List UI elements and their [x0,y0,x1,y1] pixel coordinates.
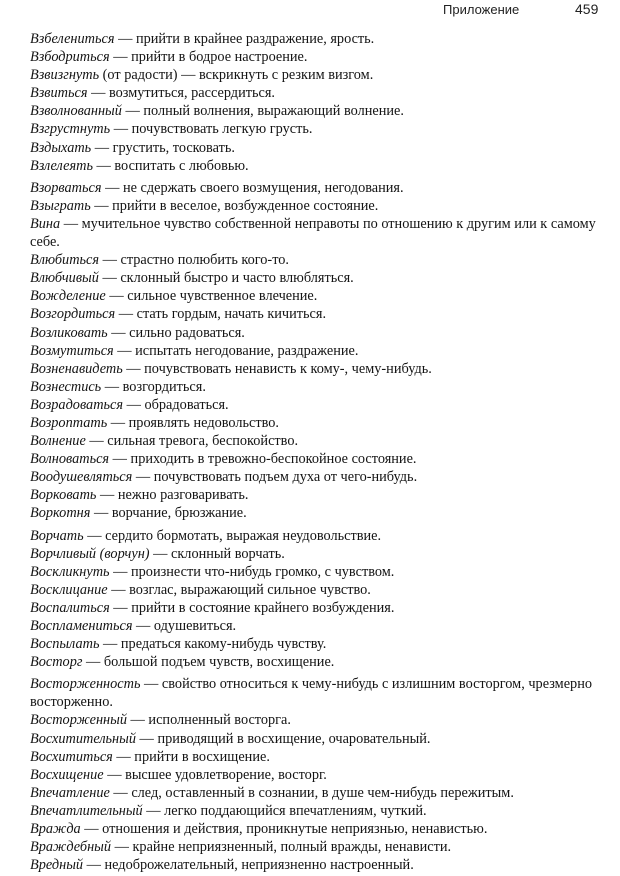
entry-term: Восторг [30,654,83,671]
glossary-entry [30,324,612,342]
glossary-entry [30,838,612,856]
glossary-entry [30,468,612,486]
entry-dash: — [109,784,132,801]
entry-definition: след, оставленный в сознании, в душе чем-нибудь пережитым. [131,784,514,801]
entry-definition: сердито бормотать, выражая неудовольствие. [105,527,382,544]
entry-definition: произнести что-нибудь громко, с чувством. [131,563,395,580]
entry-definition: не сдержать своего возмущения, негодования. [122,179,404,196]
entry-dash: — [98,270,121,287]
glossary-entry [30,675,612,711]
entry-definition: проявлять недовольство. [128,414,279,431]
entry-term: Воспламениться [30,618,133,634]
glossary-entry [30,84,612,102]
entry-definition: стать гордым, начать кичиться. [136,306,327,323]
glossary-entry [30,287,612,305]
entry-definition: сильно радоваться. [129,324,245,341]
glossary-entry [30,766,612,784]
entry-definition: прийти в восхищение. [134,748,270,765]
entry-definition: возгордиться. [122,378,206,395]
entry-definition: почувствовать легкую грусть. [131,121,313,138]
entry-dash: — [111,839,133,856]
entry-term: Вражда [30,821,81,838]
glossary-entry [30,653,612,671]
page-header [0,0,620,24]
glossary-entry [30,66,612,84]
glossary-entry [30,563,612,581]
entry-dash: — [107,414,129,431]
glossary-entry [30,545,612,563]
section-title: Приложение [443,2,520,17]
entry-definition: мучительное чувство собственной неправоты по отношению к другим или к самому себе. [30,215,596,251]
glossary-entry [30,730,612,748]
entry-dash: — [115,306,137,323]
entry-term: Восклицание [30,581,108,598]
entry-definition: склонный быстро и часто влюбляться. [120,270,354,287]
entry-definition: страстно полюбить кого-то. [120,252,289,269]
entry-dash: — [92,157,115,174]
entry-definition: возглас, выражающий сильное чувство. [129,581,371,598]
glossary-entry [30,120,612,138]
entry-dash: — [121,103,144,120]
entry-dash: — [142,802,165,819]
entry-dash: — [132,469,154,486]
entry-definition: возмутиться, рассердиться. [108,85,275,102]
entry-term: Ворчать [30,527,84,544]
entry-definition: легко поддающийся впечатлениям, чуткий. [164,802,427,819]
entry-term: Взгрустнуть [30,121,111,138]
glossary-entries [30,30,612,874]
entry-term: Ворчливый (ворчун) [30,545,150,562]
entry-dash: — [80,821,103,838]
entry-definition: приводящий в восхищение, очаровательный. [157,730,431,747]
glossary-entry [30,617,612,635]
entry-dash: — [90,197,113,214]
entry-definition: приходить в тревожно-беспокойное состояние. [130,451,417,468]
entry-note: (от радости) [99,67,178,84]
entry-definition: полный волнения, выражающий волнение. [143,103,404,120]
entry-term: Воспылать [30,636,100,653]
entry-term: Волнение [30,433,86,450]
entry-definition: одушевиться. [153,618,237,634]
entry-definition: большой подъем чувств, восхищение. [103,654,335,671]
entry-term: Вожделение [30,288,106,305]
entry-term: Воспалиться [30,599,110,616]
glossary-entry [30,269,612,287]
entry-dash: — [103,766,126,783]
entry-term: Вознестись [30,378,102,395]
glossary-entry [30,432,612,450]
entry-term: Возроптать [30,414,108,431]
entry-dash: — [87,85,109,102]
entry-dash: — [140,676,162,693]
glossary-entry [30,102,612,120]
entry-dash: — [112,748,135,765]
entry-term: Враждебный [30,839,112,856]
glossary-entry [30,305,612,323]
entry-definition: исполненный восторга. [148,712,291,729]
glossary-entry [30,802,612,820]
entry-term: Взбодриться [30,49,110,66]
entry-term: Возрадоваться [30,396,124,413]
entry-dash: — [96,487,118,504]
entry-term: Взорваться [30,179,102,196]
entry-dash: — [85,433,108,450]
entry-dash: — [122,360,145,377]
entry-definition: недоброжелательный, неприязненно настроенный. [104,857,414,874]
entry-term: Возмутиться [30,342,114,359]
glossary-entry [30,342,612,360]
glossary-entry [30,784,612,802]
entry-definition: почувствовать ненависть к кому-, чему-нибудь. [144,360,432,377]
entry-dash: — [90,505,112,522]
entry-definition: свойство относиться к чему-нибудь с излишним восторгом, чрезмерно восторженно. [30,676,592,711]
entry-definition: почувствовать подъем духа от чего-нибудь. [153,469,418,486]
glossary-entry [30,360,612,378]
entry-definition: предаться какому-нибудь чувству. [120,636,327,653]
glossary-entry [30,599,612,617]
entry-dash: — [91,139,113,156]
entry-dash: — [113,342,136,359]
entry-term: Возненавидеть [30,360,123,377]
entry-term: Влюбиться [30,252,100,269]
glossary-entry [30,215,612,251]
glossary-entry [30,486,612,504]
entry-dash: — [135,730,158,747]
entry-term: Впечатлительный [30,802,143,819]
entry-dash: — [83,857,105,874]
entry-term: Возгордиться [30,306,116,323]
entry-dash: — [82,654,104,671]
entry-term: Взыграть [30,197,91,214]
entry-dash: — [149,545,172,562]
glossary-entry [30,856,612,874]
entry-dash: — [123,396,145,413]
entry-dash: — [99,252,121,269]
entry-term: Впечатление [30,784,110,801]
entry-term: Взлелеять [30,157,93,174]
glossary-entry [30,414,612,432]
entry-term: Восторженный [30,712,127,729]
entry-definition: вскрикнуть с резким визгом. [198,67,374,84]
entry-dash: — [83,527,106,544]
glossary-entry [30,48,612,66]
glossary-entry [30,581,612,599]
entry-term: Волноваться [30,451,110,468]
entry-term: Вина [30,215,61,232]
entry-definition: нежно разговаривать. [117,487,249,504]
entry-definition: отношения и действия, проникнутые неприязнью, ненавистью. [102,821,488,838]
entry-definition: прийти в состояние крайнего возбуждения. [131,599,395,616]
glossary-entry [30,251,612,269]
entry-term: Возликовать [30,324,108,341]
entry-term: Влюбчивый [30,270,99,287]
entry-definition: сильная тревога, беспокойство. [107,433,299,450]
entry-term: Воскликнуть [30,563,110,580]
entry-definition: склонный ворчать. [171,545,285,562]
glossary-entry [30,139,612,157]
entry-definition: обрадоваться. [144,396,229,413]
entry-definition: высшее удовлетворение, восторг. [125,766,327,783]
entry-definition: испытать негодование, раздражение. [135,342,359,359]
glossary-entry [30,748,612,766]
entry-dash: — [101,378,123,395]
entry-term: Восхитительный [30,730,136,747]
glossary-entry [30,635,612,653]
entry-dash: — [107,324,130,341]
entry-term: Воодушевляться [30,469,133,486]
entry-term: Взволнованный [30,103,122,120]
entry-dash: — [109,451,131,468]
entry-definition: грустить, тосковать. [112,139,235,156]
entry-dash: — [105,288,128,305]
glossary-entry [30,450,612,468]
entry-dash: — [132,618,154,634]
entry-definition: ворчание, брюзжание. [111,505,247,522]
entry-definition: воспитать с любовью. [114,157,249,174]
entry-definition: прийти в бодрое настроение. [131,49,308,66]
entry-term: Взбелениться [30,31,115,47]
entry-dash: — [107,581,130,598]
entry-dash: — [60,215,82,232]
entry-term: Воркотня [30,505,91,522]
glossary-entry [30,197,612,215]
entry-term: Вздыхать [30,139,92,156]
entry-definition: прийти в крайнее раздражение, ярость. [135,31,375,47]
glossary-entry [30,30,612,48]
entry-dash: — [99,636,121,653]
page-number: 459 [575,1,599,17]
glossary-entry [30,179,612,197]
entry-definition: сильное чувственное влечение. [127,288,318,305]
entry-dash: — [109,599,132,616]
entry-dash: — [126,712,149,729]
entry-term: Ворковать [30,487,97,504]
glossary-entry [30,378,612,396]
entry-dash: — [109,563,131,580]
entry-term: Вредный [30,857,84,874]
entry-definition: прийти в веселое, возбужденное состояние. [112,197,379,214]
entry-term: Взвиться [30,85,88,102]
glossary-entry [30,396,612,414]
glossary-entry [30,527,612,545]
glossary-entry [30,504,612,522]
glossary-entry [30,711,612,729]
entry-term: Восхититься [30,748,113,765]
glossary-entry [30,820,612,838]
entry-term: Восторженность [30,676,141,693]
entry-definition: крайне неприязненный, полный вражды, ненависти. [132,839,452,856]
entry-dash: — [177,67,199,84]
entry-dash: — [114,31,136,47]
entry-dash: — [109,49,132,66]
entry-term: Восхищение [30,766,104,783]
entry-dash: — [110,121,132,138]
entry-term: Взвизгнуть [30,67,100,84]
glossary-entry [30,157,612,175]
entry-dash: — [101,179,123,196]
